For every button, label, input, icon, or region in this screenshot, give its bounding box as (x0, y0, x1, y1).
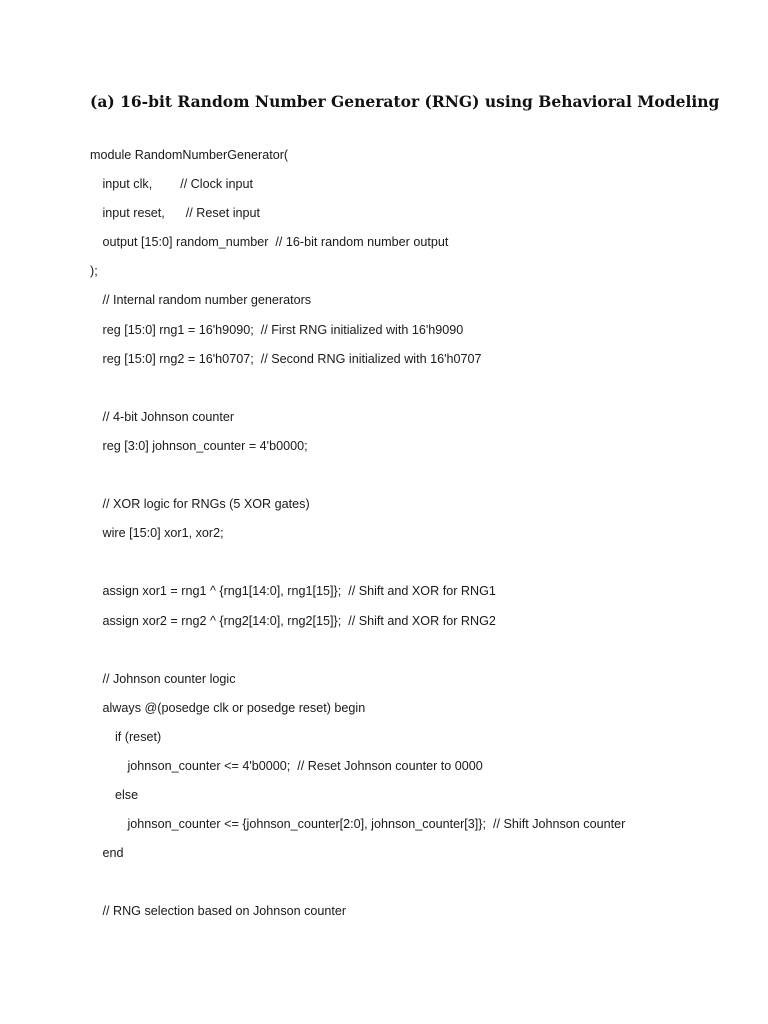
code-line: // 4-bit Johnson counter (102, 409, 235, 424)
code-line: end (102, 846, 124, 861)
code-block (90, 144, 750, 930)
code-line: johnson_counter <= {johnson_counter[2:0], johnson_counter[3]}; // Shift Johnson counter (127, 817, 626, 832)
code-line: johnson_counter <= 4'b0000; // Reset Johnson counter to 0000 (127, 758, 483, 773)
code-line: module RandomNumberGenerator( (90, 148, 289, 162)
section-heading: (a) 16-bit Random Number Generator (RNG) using Behavioral Modeling (90, 92, 720, 111)
code-line: // Johnson counter logic (102, 671, 236, 686)
code-line: if (reset) (115, 729, 162, 744)
blank-line (90, 871, 750, 900)
code-line: // RNG selection based on Johnson counter (102, 904, 347, 919)
code-line: reg [15:0] rng1 = 16'h9090; // First RNG initialized with 16'h9090 (102, 322, 464, 337)
code-line: input clk, // Clock input (102, 177, 253, 192)
code-line: // XOR logic for RNGs (5 XOR gates) (102, 497, 310, 512)
code-line: reg [3:0] johnson_counter = 4'b0000; (102, 438, 308, 453)
blank-line (90, 377, 750, 406)
blank-line (90, 639, 750, 668)
blank-line (90, 464, 750, 493)
code-line: assign xor2 = rng2 ^ {rng2[14:0], rng2[15]}; // Shift and XOR for RNG2 (102, 613, 496, 628)
code-line: assign xor1 = rng1 ^ {rng1[14:0], rng1[15]}; // Shift and XOR for RNG1 (102, 584, 496, 599)
code-line: reg [15:0] rng2 = 16'h0707; // Second RNG initialized with 16'h0707 (102, 351, 482, 366)
code-line: else (115, 788, 139, 803)
blank-line (90, 551, 750, 580)
code-line: // Internal random number generators (102, 293, 312, 308)
code-line: output [15:0] random_number // 16-bit random number output (102, 235, 449, 250)
code-line: wire [15:0] xor1, xor2; (102, 526, 224, 541)
code-line: ); (90, 264, 98, 279)
code-line: input reset, // Reset input (102, 206, 261, 221)
code-line: always @(posedge clk or posedge reset) begin (102, 700, 366, 715)
